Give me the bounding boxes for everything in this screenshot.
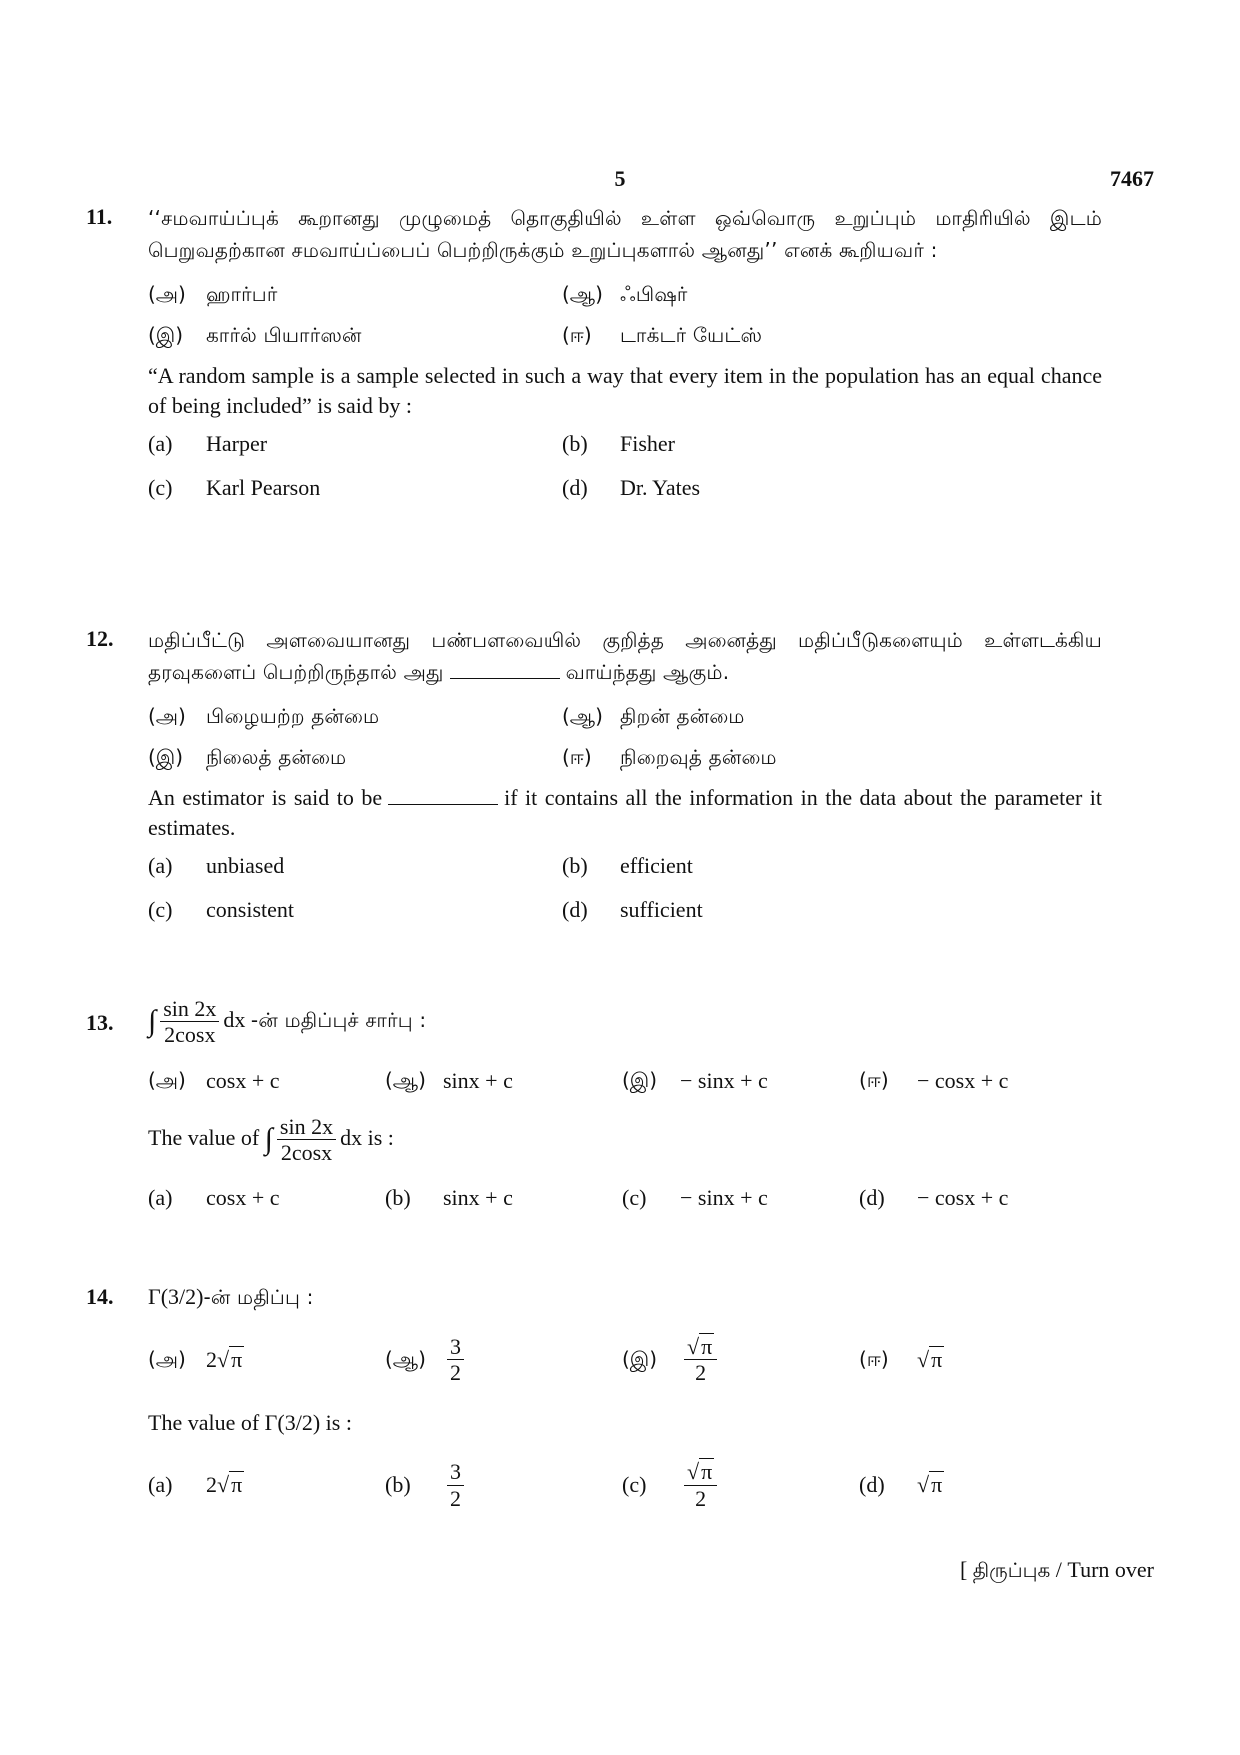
options-tamil bbox=[148, 281, 1102, 349]
option: (ஈ) டாக்டர் யேட்ஸ் bbox=[562, 322, 763, 347]
option: (c) − sinx + c bbox=[622, 1185, 768, 1211]
options-english bbox=[148, 429, 1102, 503]
option: (அ) ஹார்பர் bbox=[148, 281, 278, 306]
options-english bbox=[148, 1183, 1102, 1213]
option: (இ) $\frac{√\pi}{2}$ bbox=[622, 1334, 859, 1386]
page-number: 5 bbox=[614, 166, 626, 191]
option: (இ) நிலைத் தன்மை bbox=[148, 744, 347, 769]
answer-blank bbox=[450, 678, 560, 679]
question-number: 14. bbox=[86, 1284, 114, 1309]
question-text-english: An estimator is said to be if it contains all the information in the data about the parameter it estimates. bbox=[148, 785, 1102, 841]
question-11 bbox=[86, 202, 1102, 515]
question-text-tamil: மதிப்பீட்டு அளவையானது பண்பளவையில் குறித்த அனைத்து மதிப்பீடுகளையும் உள்ளடக்கிய தரவுகளைப் பெற்றிருந்தால் அது வாய்ந்தது ஆகும். bbox=[148, 628, 1102, 685]
question-text-tamil: ‘‘சமவாய்ப்புக் கூறானது முழுமைத் தொகுதியில் உள்ள ஒவ்வொரு உறுப்பும் மாதிரியில் இடம் பெறுவதற்கான சமவாய்ப்பைப் பெற்றிருக்கும் உறுப்புகளால் ஆனது’’ எனக் கூறியவர் : bbox=[148, 206, 1102, 263]
option: (d) Dr. Yates bbox=[562, 474, 701, 500]
option: (ஈ) − cosx + c bbox=[859, 1067, 1009, 1093]
option: (அ) cosx + c bbox=[148, 1067, 280, 1093]
question-number: 11. bbox=[86, 204, 113, 229]
option: (c) Karl Pearson bbox=[148, 474, 321, 500]
question-13 bbox=[86, 996, 1102, 1231]
option: (b) $\frac{3}{2}$ bbox=[385, 1459, 622, 1511]
option: (இ) கார்ல் பியார்ஸன் bbox=[148, 322, 362, 347]
option: (ஆ) $\frac{3}{2}$ bbox=[385, 1334, 622, 1386]
option: (d) sufficient bbox=[562, 896, 703, 922]
option: (அ) 2 √π bbox=[148, 1334, 385, 1386]
option: (d) √π bbox=[859, 1459, 1096, 1511]
question-text-english: The value of Γ(3/2) is : bbox=[148, 1409, 352, 1435]
paper-code: 7467 bbox=[1110, 166, 1154, 191]
question-text-tamil: Γ(3/2)-ன் மதிப்பு : bbox=[148, 1284, 314, 1309]
options-tamil bbox=[148, 1334, 1102, 1386]
question-number: 13. bbox=[86, 1010, 114, 1035]
sqrt-pi: √π bbox=[217, 1472, 243, 1498]
question-14 bbox=[86, 1282, 1102, 1511]
sqrt-pi: √π bbox=[217, 1346, 243, 1372]
option: (ஆ) ஃபிஷர் bbox=[562, 281, 688, 306]
question-text-tamil: ∫ $\frac{\sin 2x}{2\cos x}$ dx -ன் மதிப்புச் சார்பு : bbox=[148, 996, 427, 1048]
option: (a) unbiased bbox=[148, 852, 285, 878]
fraction: $\frac{√\pi}{2}$ bbox=[684, 1459, 717, 1511]
option: (c) consistent bbox=[148, 896, 294, 922]
fraction: $\frac{\sin 2x}{2\cos x}$ bbox=[277, 1114, 336, 1166]
question-number: 12. bbox=[86, 626, 114, 651]
question-text-english: The value of ∫ $\frac{\sin 2x}{2\cos x}$ dx is : bbox=[148, 1113, 394, 1165]
option: (a) Harper bbox=[148, 430, 268, 456]
option: (ஆ) திறன் தன்மை bbox=[562, 703, 745, 728]
options-english bbox=[148, 1459, 1102, 1511]
integral-sign: ∫ bbox=[264, 1121, 273, 1155]
sqrt-pi: √π bbox=[917, 1472, 943, 1498]
option: (b) Fisher bbox=[562, 430, 675, 456]
option: (இ) − sinx + c bbox=[622, 1067, 768, 1093]
option: (b) efficient bbox=[562, 852, 693, 878]
option: (ஈ) நிறைவுத் தன்மை bbox=[562, 744, 777, 769]
sqrt-pi: √π bbox=[687, 1459, 713, 1485]
question-12 bbox=[86, 624, 1102, 937]
fraction: $\frac{3}{2}$ bbox=[447, 1334, 464, 1386]
answer-blank bbox=[388, 804, 498, 805]
option: (ஆ) sinx + c bbox=[385, 1067, 513, 1093]
option: (அ) பிழையற்ற தன்மை bbox=[148, 703, 380, 728]
fraction: $\frac{\sin 2x}{2\cos x}$ bbox=[160, 996, 219, 1048]
option: (ஈ) √π bbox=[859, 1334, 1096, 1386]
options-tamil bbox=[148, 703, 1102, 771]
option: (d) − cosx + c bbox=[859, 1185, 1009, 1211]
options-tamil bbox=[148, 1066, 1102, 1096]
question-text-english: “A random sample is a sample selected in such a way that every item in the population has an equal chance of being included” is said by : bbox=[148, 363, 1102, 419]
options-english bbox=[148, 851, 1102, 925]
option: (b) sinx + c bbox=[385, 1185, 513, 1211]
integral-sign: ∫ bbox=[148, 1004, 157, 1038]
sqrt-pi: √π bbox=[687, 1333, 713, 1359]
option: (c) $\frac{√\pi}{2}$ bbox=[622, 1459, 859, 1511]
fraction: $\frac{3}{2}$ bbox=[447, 1459, 464, 1511]
turn-over-note: [ திருப்புக / Turn over bbox=[959, 1557, 1154, 1582]
sqrt-pi: √π bbox=[917, 1346, 943, 1372]
fraction: $\frac{√\pi}{2}$ bbox=[684, 1334, 717, 1386]
option: (a) 2 √π bbox=[148, 1459, 385, 1511]
option: (a) cosx + c bbox=[148, 1185, 280, 1211]
